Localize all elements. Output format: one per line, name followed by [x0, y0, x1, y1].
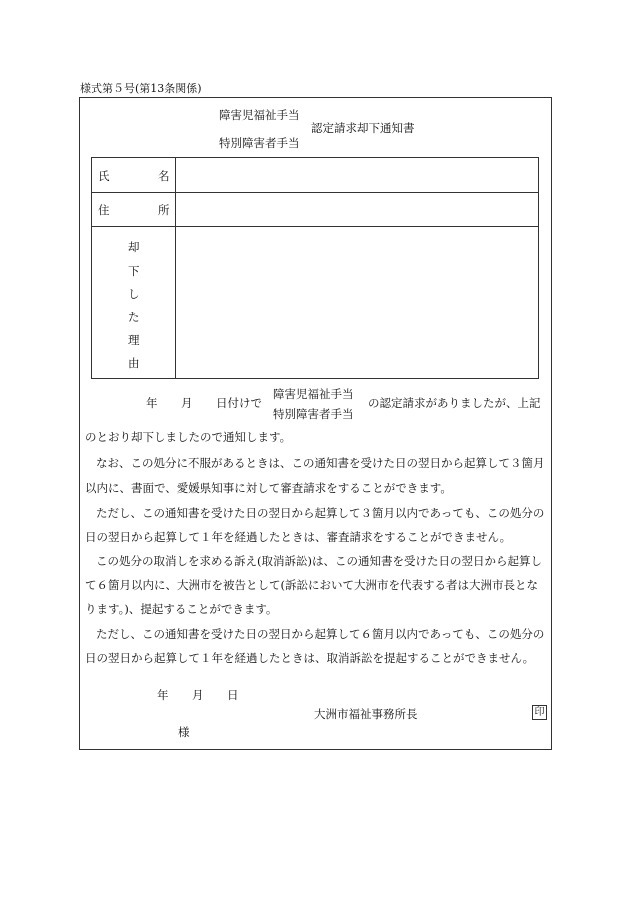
- issuer-name: 大洲市福祉事務所長: [314, 707, 418, 721]
- title-allowance-2: 特別障害者手当: [219, 136, 300, 150]
- issue-year: 年: [157, 688, 169, 702]
- form-number-label: 様式第５号(第13条関係): [80, 82, 202, 95]
- issue-month: 月: [192, 688, 204, 702]
- lawsuit-paragraph-line: ります。)、提起することができます。: [85, 602, 278, 616]
- rejection-reason-field[interactable]: [182, 232, 532, 374]
- reason-label-char: し: [128, 287, 140, 301]
- appeal-paragraph-line: ただし、この通知書を受けた日の翌日から起算して３箇月以内であっても、この処分の: [96, 506, 545, 520]
- reason-label-char: 下: [128, 264, 140, 278]
- lawsuit-paragraph-line: 日の翌日から起算して１年を経過したときは、取消訴訟を提起することができません。: [85, 651, 535, 665]
- address-field[interactable]: [182, 196, 532, 222]
- reason-label-char: 理: [128, 333, 140, 347]
- issue-day: 日: [227, 688, 239, 702]
- reason-label-char: た: [128, 310, 140, 324]
- notice-line1-tail: の認定請求がありましたが、上記: [368, 396, 541, 410]
- lawsuit-paragraph-line: て６箇月以内に、大洲市を被告として(訴訟において大洲市を代表する者は大洲市長とな: [85, 578, 538, 592]
- title-allowance-1: 障害児福祉手当: [219, 108, 300, 122]
- lawsuit-paragraph-line: この処分の取消しを求める訴え(取消訴訟)は、この通知書を受けた日の翌日から起算し: [96, 554, 542, 568]
- reason-label-char: 由: [128, 356, 140, 370]
- reason-label-char: 却: [128, 240, 140, 254]
- seal-mark: 印: [532, 705, 547, 720]
- recipient-honorific: 様: [178, 725, 190, 739]
- table-column-divider: [175, 158, 176, 378]
- recipient-info-table: [91, 157, 539, 379]
- document-title: 認定請求却下通知書: [311, 121, 415, 135]
- appeal-paragraph-line: なお、この処分に不服があるときは、この通知書を受けた日の翌日から起算して３箇月: [96, 456, 545, 470]
- notice-day-suffix: 日付けで: [216, 396, 262, 410]
- address-label-2: 所: [158, 203, 170, 217]
- notice-allowance-1: 障害児福祉手当: [273, 387, 354, 401]
- notice-line2: のとおり却下しましたので通知します。: [85, 430, 292, 444]
- notice-allowance-2: 特別障害者手当: [273, 407, 354, 421]
- notice-month: 月: [181, 396, 193, 410]
- lawsuit-paragraph-line: ただし、この通知書を受けた日の翌日から起算して６箇月以内であっても、この処分の: [96, 627, 545, 641]
- name-label-2: 名: [158, 169, 170, 183]
- table-row-divider: [92, 192, 538, 193]
- notice-year: 年: [146, 396, 158, 410]
- appeal-paragraph-line: 日の翌日から起算して１年を経過したときは、審査請求をすることができません。: [85, 530, 512, 544]
- name-field[interactable]: [182, 162, 532, 188]
- name-label-1: 氏: [98, 169, 110, 183]
- appeal-paragraph-line: 以内に、書面で、愛媛県知事に対して審査請求をすることができます。: [85, 481, 452, 495]
- address-label-1: 住: [98, 203, 110, 217]
- table-row-divider: [92, 226, 538, 227]
